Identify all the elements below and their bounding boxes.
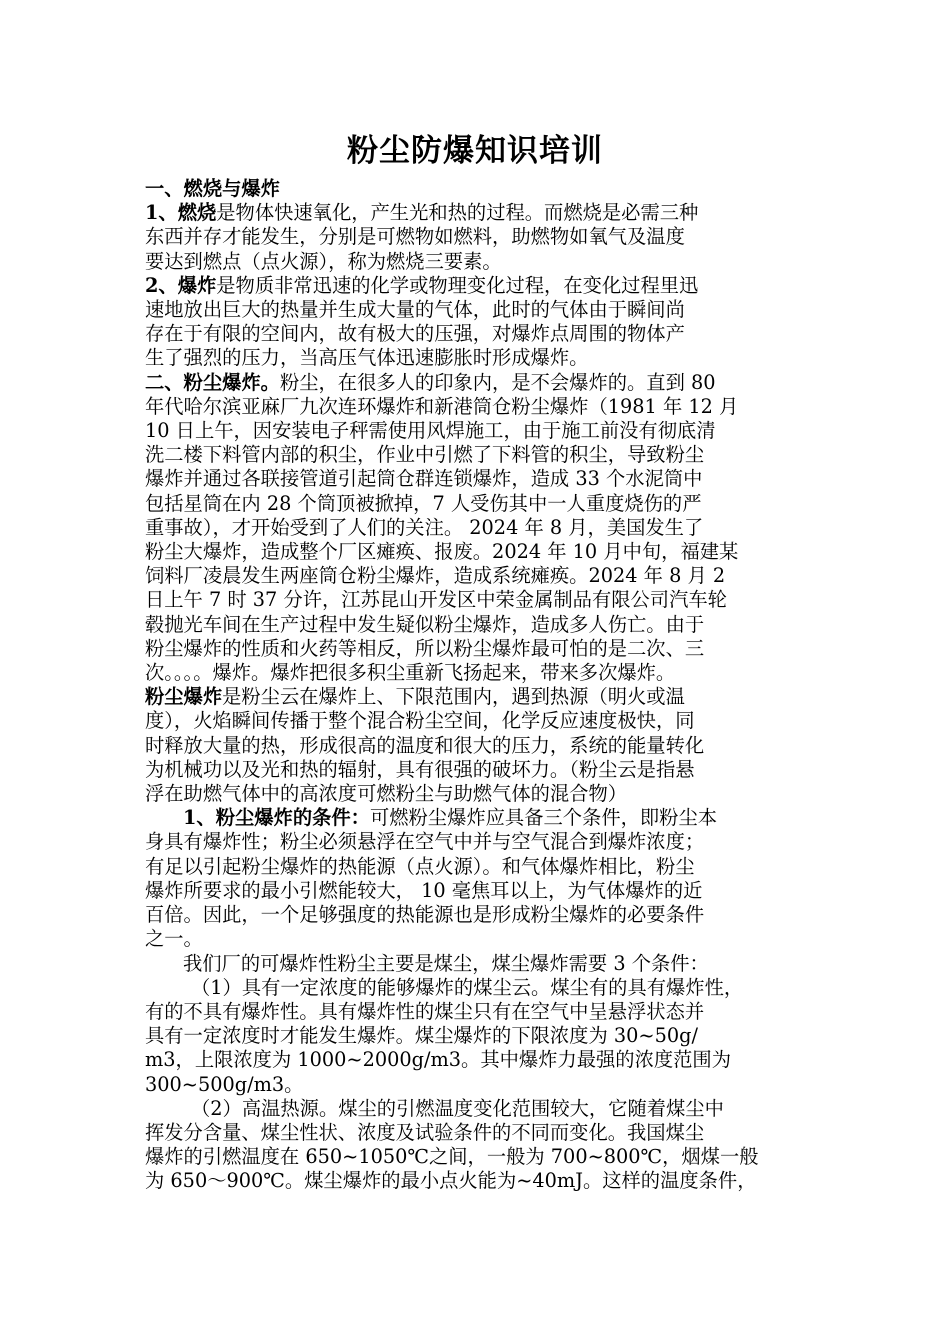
text-line: [145, 371, 813, 395]
text-line: [145, 346, 813, 370]
line-text: 爆炸所要求的最小引燃能较大， 10 毫焦耳以上，为气体爆炸的近: [145, 878, 703, 902]
text-line: [145, 298, 813, 322]
text-line: [145, 661, 813, 685]
bold-lead: 2、爆炸: [145, 273, 217, 297]
text-line: [145, 443, 813, 467]
text-line: [145, 1024, 813, 1048]
line-text: 10 日上午，因安装电子秤需使用风焊施工，由于施工前没有彻底清: [145, 419, 716, 443]
line-text: 之一。: [145, 927, 203, 951]
text-line: [145, 1121, 813, 1145]
text-line: [145, 274, 813, 298]
line-text: 粉尘大爆炸，造成整个厂区瘫痪、报废。2024 年 10 月中旬，福建某: [145, 540, 739, 564]
text-line: [145, 1145, 813, 1169]
text-line: [145, 322, 813, 346]
text-line: [145, 758, 813, 782]
text-line: [145, 201, 813, 225]
text-line: [145, 467, 813, 491]
bold-lead: 粉尘爆炸: [145, 685, 223, 709]
line-text: 毂抛光车间在生产过程中发生疑似粉尘爆炸，造成多人伤亡。由于: [145, 612, 705, 636]
text-line: [145, 177, 813, 201]
text-line: [145, 1097, 813, 1121]
line-text: 要达到燃点（点火源），称为燃烧三要素。: [145, 249, 502, 273]
line-text: 速地放出巨大的热量并生成大量的气体，此时的气体由于瞬间尚: [145, 298, 685, 322]
line-text: 洗二楼下料管内部的积尘，作业中引燃了下料管的积尘，导致粉尘: [145, 443, 705, 467]
line-text: 日上午 7 时 37 分许，江苏昆山开发区中荣金属制品有限公司汽车轮: [145, 588, 727, 612]
line-text: 年代哈尔滨亚麻厂九次连环爆炸和新港筒仓粉尘爆炸（1981 年 12 月: [145, 394, 739, 418]
bold-lead: 一、燃烧与爆炸: [145, 177, 280, 200]
text-line: [145, 250, 813, 274]
line-text: 是粉尘云在爆炸上、下限范围内，遇到热源（明火或温: [222, 685, 685, 709]
text-line: [145, 1169, 813, 1193]
text-line: [145, 1073, 813, 1097]
line-text: 饲料厂凌晨发生两座筒仓粉尘爆炸，造成系统瘫痪。2024 年 8 月 2: [145, 564, 726, 588]
text-line: [145, 685, 813, 709]
text-line: [145, 225, 813, 249]
line-text: 我们厂的可爆炸性粉尘主要是煤尘，煤尘爆炸需要 3 个条件：: [183, 951, 709, 975]
line-text: 爆炸的引燃温度在 650~1050℃之间，一般为 700~800℃，烟煤一般: [145, 1145, 759, 1169]
line-text: 时释放大量的热，形成很高的温度和很大的压力，系统的能量转化: [145, 733, 705, 757]
text-line: [145, 564, 813, 588]
line-text: 有的不具有爆炸性。具有爆炸性的煤尘只有在空气中呈悬浮状态并: [145, 999, 705, 1023]
line-text: 存在于有限的空间内，故有极大的压强，对爆炸点周围的物体产: [145, 322, 685, 346]
line-text: 重事故），才开始受到了人们的关注。 2024 年 8 月，美国发生了: [145, 515, 704, 539]
text-line: [145, 855, 813, 879]
text-line: [145, 540, 813, 564]
line-text: 300~500g/m3。: [145, 1072, 304, 1096]
text-line: [145, 1048, 813, 1072]
line-text: 东西并存才能发生，分别是可燃物如燃料，助燃物如氧气及温度: [145, 225, 685, 249]
text-line: [145, 806, 813, 830]
text-line: [145, 1000, 813, 1024]
text-line: [145, 903, 813, 927]
text-line: [145, 492, 813, 516]
text-line: [145, 588, 813, 612]
line-text: 次。。。。爆炸。爆炸把很多积尘重新飞扬起来，带来多次爆炸。: [145, 661, 676, 685]
line-text: 包括星筒在内 28 个筒顶被掀掉，7 人受伤其中一人重度烧伤的严: [145, 491, 702, 515]
line-text: 度），火焰瞬间传播于整个混合粉尘空间，化学反应速度极快，同: [145, 709, 695, 733]
text-line: [145, 952, 813, 976]
line-text: 为 650～900℃。煤尘爆炸的最小点火能为~40mJ。这样的温度条件，: [145, 1169, 757, 1193]
line-text: 粉尘，在很多人的印象内，是不会爆炸的。直到 80: [279, 370, 716, 394]
line-text: 浮在助燃气体中的高浓度可燃粉尘与助燃气体的混合物）: [145, 782, 628, 806]
line-text: 具有一定浓度时才能发生爆炸。煤尘爆炸的下限浓度为 30~50g/: [145, 1024, 698, 1048]
text-line: [145, 419, 813, 443]
line-text: 是物质非常迅速的化学或物理变化过程，在变化过程里迅: [216, 273, 699, 297]
line-text: 是物体快速氧化，产生光和热的过程。而燃烧是必需三种: [216, 201, 699, 225]
text-line: [145, 734, 813, 758]
line-text: 有足以引起粉尘爆炸的热能源（点火源）。和气体爆炸相比，粉尘: [145, 854, 695, 878]
text-line: [145, 782, 813, 806]
bold-lead: 1、燃烧: [145, 201, 217, 225]
line-text: 爆炸并通过各联接管道引起筒仓群连锁爆炸，造成 33 个水泥筒中: [145, 467, 703, 491]
line-text: 生了强烈的压力，当高压气体迅速膨胀时形成爆炸。: [145, 346, 589, 370]
text-line: [145, 927, 813, 951]
document-title: 粉尘防爆知识培训: [347, 133, 603, 169]
text-line: [145, 613, 813, 637]
line-text: 为机械功以及光和热的辐射，具有很强的破坏力。（粉尘云是指悬: [145, 757, 695, 781]
text-line: [145, 976, 813, 1000]
line-text: 挥发分含量、煤尘性状、浓度及试验条件的不同而变化。我国煤尘: [145, 1120, 705, 1144]
document-body: [145, 177, 813, 1194]
line-text: （1）具有一定浓度的能够爆炸的煤尘云。煤尘有的具有爆炸性，: [191, 975, 744, 999]
text-line: [145, 395, 813, 419]
line-text: 百倍。因此，一个足够强度的热能源也是形成粉尘爆炸的必要条件: [145, 903, 705, 927]
text-line: [145, 830, 813, 854]
line-text: m3，上限浓度为 1000~2000g/m3。其中爆炸力最强的浓度范围为: [145, 1048, 731, 1072]
text-line: [145, 709, 813, 733]
text-line: [145, 879, 813, 903]
bold-lead: 二、粉尘爆炸。: [145, 370, 280, 394]
line-text: 粉尘爆炸的性质和火药等相反，所以粉尘爆炸最可怕的是二次、三: [145, 636, 705, 660]
line-text: （2）高温热源。煤尘的引燃温度变化范围较大，它随着煤尘中: [191, 1096, 724, 1120]
line-text: 身具有爆炸性；粉尘必须悬浮在空气中并与空气混合到爆炸浓度；: [145, 830, 705, 854]
line-text: 可燃粉尘爆炸应具备三个条件，即粉尘本: [369, 806, 718, 830]
text-line: [145, 637, 813, 661]
bold-lead: 1、粉尘爆炸的条件：: [183, 806, 370, 830]
text-line: [145, 516, 813, 540]
